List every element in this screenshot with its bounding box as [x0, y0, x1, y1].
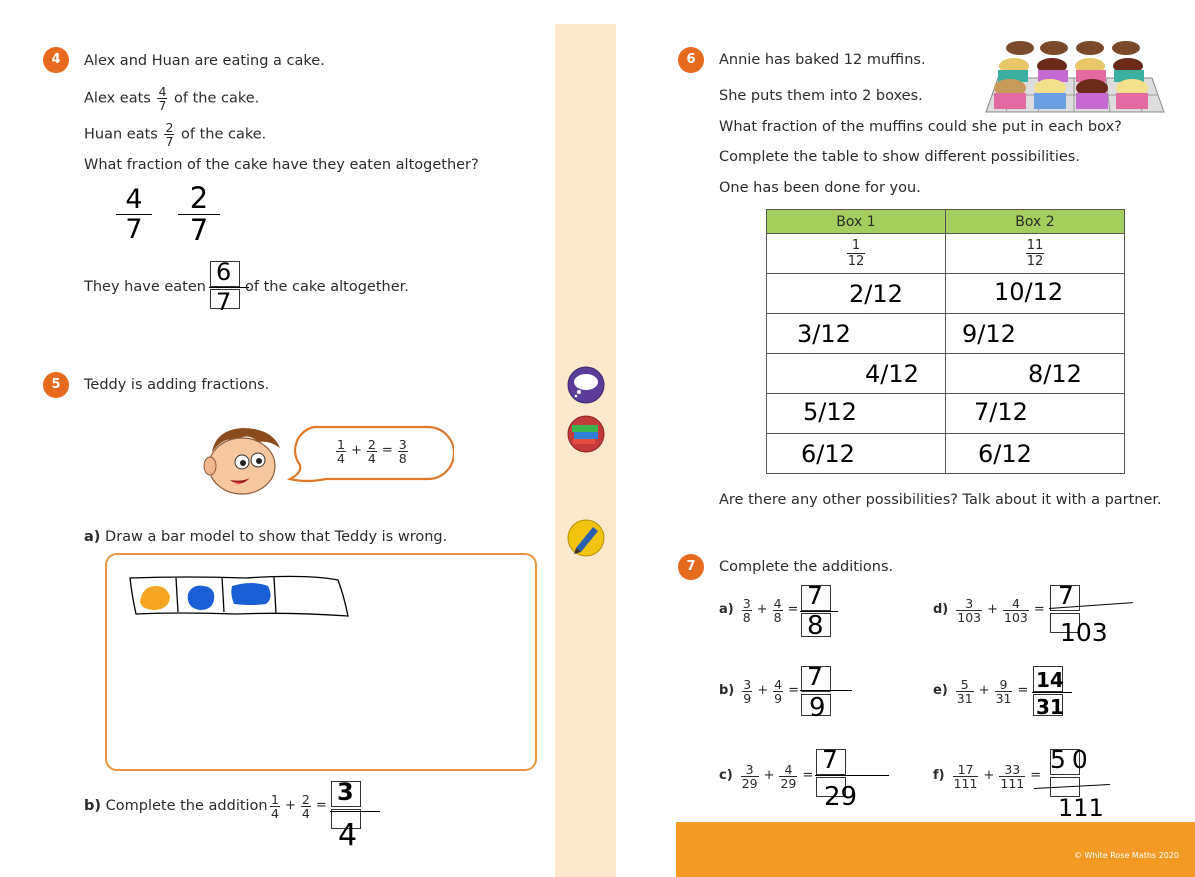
q7a-answer-numerator: 7: [807, 581, 823, 610]
hand-drawn-bar-model: [126, 572, 356, 618]
q4-huan-fraction: [164, 121, 174, 148]
handwritten-numerator: 4: [125, 184, 143, 215]
q7c-fraction-bar: [815, 775, 889, 776]
q7f-answer-numerator: 50: [1050, 745, 1094, 774]
fraction-denominator: 111: [1000, 775, 1025, 791]
plus-sign: +: [284, 798, 296, 813]
fraction-numerator: 3: [965, 595, 974, 611]
table-cell-input[interactable]: [767, 274, 946, 314]
fraction-numerator: 2: [165, 120, 174, 135]
q7a-label: a): [719, 602, 734, 617]
fraction-numerator: 3: [743, 676, 752, 692]
fraction-denominator: 8: [742, 609, 751, 625]
plus-sign: +: [756, 602, 768, 617]
fraction-denominator: 7: [165, 134, 174, 149]
q7b-equation: [719, 673, 802, 709]
fraction-denominator: 8: [398, 450, 407, 466]
table-header-box-1: Box 1: [767, 210, 946, 234]
fraction-denominator: 103: [957, 609, 982, 625]
fraction-numerator: 3: [742, 595, 751, 611]
table-cell-input[interactable]: [767, 314, 946, 354]
handwritten-answer: 6/12: [801, 440, 855, 468]
fraction-numerator: 4: [784, 761, 793, 777]
q7f-fraction-b: [999, 763, 1025, 790]
q5a-label: a): [84, 529, 101, 545]
q7d-fraction-b: [1003, 597, 1029, 624]
q7c-answer-numerator: 7: [822, 745, 838, 774]
q7b-fraction-a: [742, 678, 752, 705]
equals-sign: =: [1033, 602, 1045, 617]
question-number-7: 7: [678, 554, 704, 580]
q7d-fraction-a: [956, 597, 982, 624]
q7b-answer-denominator: 9: [809, 693, 826, 723]
q7c-fraction-a: [741, 763, 759, 790]
pencil-icon[interactable]: [566, 518, 606, 558]
plus-sign: +: [978, 683, 990, 698]
q4-alex-prefix: Alex eats: [84, 90, 151, 107]
fraction-numerator: 1: [271, 791, 279, 807]
q5-speech-equation: [334, 432, 410, 470]
q4-huan-line: [84, 121, 266, 148]
q4-huan-prefix: Huan eats: [84, 126, 158, 143]
table-cell-input[interactable]: [946, 394, 1125, 434]
equals-sign: =: [802, 768, 814, 783]
fraction-denominator: 9: [743, 690, 752, 706]
fraction-denominator: 103: [1004, 609, 1028, 625]
fraction-denominator: 29: [780, 775, 797, 791]
table-cell-input[interactable]: [946, 274, 1125, 314]
plus-sign: +: [350, 443, 362, 458]
handwritten-answer: 6/12: [978, 440, 1032, 468]
table-cell-input[interactable]: [946, 354, 1125, 394]
teddy-face-icon: [198, 422, 286, 498]
fraction-numerator: 1: [337, 436, 345, 452]
q7f-answer-denominator: 111: [1058, 794, 1104, 822]
table-row[interactable]: [767, 354, 1125, 394]
fraction-numerator: 3: [745, 761, 754, 777]
thought-bubble-icon[interactable]: [566, 365, 606, 405]
q4-alex-suffix: of the cake.: [174, 90, 260, 107]
handwritten-numerator: 2: [189, 181, 209, 215]
q5b-label: b): [84, 798, 102, 814]
fraction-numerator: 9: [999, 676, 1008, 692]
q5b-answer-denominator: 4: [338, 818, 358, 853]
q7b-answer-numerator: 7: [807, 662, 823, 691]
q7e-answer-denominator: 31: [1036, 695, 1064, 719]
q7e-fraction-a: [956, 678, 974, 705]
fraction-denominator: 7: [158, 98, 167, 113]
copyright-text: © White Rose Maths 2020: [1073, 851, 1179, 860]
q7a-fraction-a: [742, 597, 752, 624]
fraction-numerator: 5: [960, 676, 969, 692]
handwritten-answer: 4/12: [865, 360, 919, 388]
q7a-equation: [719, 592, 801, 628]
q4-question: What fraction of the cake have they eaten altogether?: [84, 157, 479, 173]
q6-line2: She puts them into 2 boxes.: [719, 88, 923, 104]
q4-alex-fraction: [157, 85, 167, 112]
fraction-numerator: 3: [398, 436, 407, 452]
table-row[interactable]: [767, 274, 1125, 314]
table-cell: [767, 234, 946, 274]
q7f-fraction-a: [953, 763, 979, 790]
muffin-tray-icon: [984, 38, 1166, 114]
equals-sign: =: [1017, 683, 1029, 698]
question-number-5: 5: [43, 372, 69, 398]
q4-answer-suffix: of the cake altogether.: [245, 279, 409, 295]
fraction-numerator: 2: [367, 436, 376, 452]
q5b-line: [84, 796, 268, 816]
q7e-label: e): [933, 683, 948, 698]
handwritten-denominator: 7: [189, 213, 209, 247]
plus-sign: +: [763, 768, 775, 783]
muffin-boxes-table: [766, 209, 1125, 474]
q4-working-fraction-b: [178, 181, 220, 247]
q7e-answer-numerator: 14: [1036, 668, 1064, 692]
fraction-denominator: 29: [741, 775, 758, 791]
table-header-box-2: Box 2: [946, 210, 1125, 234]
q7e-equation: [933, 673, 1031, 709]
fraction-numerator: 4: [774, 676, 783, 692]
q4-answer-numerator: 6: [216, 258, 232, 286]
handwritten-answer: 2/12: [849, 280, 903, 308]
q5b-answer-fraction-bar: [330, 811, 380, 812]
q6-followup: Are there any other possibilities? Talk about it with a partner.: [719, 492, 1162, 508]
handwritten-answer: 10/12: [994, 278, 1064, 306]
q4-intro: Alex and Huan are eating a cake.: [84, 53, 325, 69]
handwritten-answer: 9/12: [962, 320, 1016, 348]
table-row[interactable]: [767, 314, 1125, 354]
q4-working-fraction-a: [116, 186, 152, 243]
table-cell: [946, 234, 1125, 274]
handwritten-answer: 8/12: [1028, 360, 1082, 388]
q7d-answer-numerator: 7: [1058, 581, 1074, 610]
equals-sign: =: [788, 683, 799, 698]
fraction-denominator: 9: [774, 690, 783, 706]
table-cell-input[interactable]: [767, 354, 946, 394]
question-number-4: 4: [43, 47, 69, 73]
q5b-text: Complete the addition: [105, 798, 268, 814]
speech-fraction-b: [367, 438, 377, 465]
q7e-fraction-b: [995, 678, 1013, 705]
q5b-fraction-b: [301, 793, 311, 820]
fraction-numerator: 17: [957, 761, 974, 777]
q5b-fraction-a: [270, 793, 280, 820]
q7a-fraction-b: [773, 597, 783, 624]
equals-sign: =: [315, 798, 327, 813]
fraction-denominator: 12: [847, 254, 865, 269]
handwritten-denominator: 7: [125, 214, 143, 245]
table-row[interactable]: [767, 394, 1125, 434]
q6-line4: Complete the table to show different possibilities.: [719, 149, 1080, 165]
table-cell-input[interactable]: [767, 394, 946, 434]
q7b-fraction-b: [773, 678, 783, 705]
q7c-fraction-b: [779, 763, 797, 790]
q4-huan-suffix: of the cake.: [181, 126, 267, 143]
q7b-fraction-bar: [800, 690, 852, 691]
question-number-6: 6: [678, 47, 704, 73]
fraction-denominator: 4: [337, 450, 345, 466]
q5a-text: Draw a bar model to show that Teddy is wrong.: [105, 529, 448, 545]
q5a-line: [84, 527, 447, 547]
q7b-label: b): [719, 683, 735, 698]
q6-line1: Annie has baked 12 muffins.: [719, 52, 926, 68]
table-cell-input[interactable]: [946, 314, 1125, 354]
q7-intro: Complete the additions.: [719, 559, 894, 575]
fraction-denominator: 4: [301, 805, 310, 821]
example-fraction-box-1: [847, 238, 866, 269]
speech-fraction-result: [398, 438, 408, 465]
page-footer: [676, 822, 1195, 877]
fraction-denominator: 31: [956, 690, 973, 706]
plus-sign: +: [983, 768, 995, 783]
q7d-equation: [933, 592, 1048, 628]
example-fraction-box-2: [1026, 238, 1045, 269]
table-cell-input[interactable]: [767, 434, 946, 474]
equals-sign: =: [1030, 768, 1042, 783]
q6-line3: What fraction of the muffins could she put in each box?: [719, 119, 1122, 135]
q7c-label: c): [719, 768, 733, 783]
handwritten-answer: 7/12: [974, 398, 1028, 426]
fraction-numerator: 4: [158, 84, 167, 99]
handwritten-answer: 5/12: [803, 398, 857, 426]
plus-sign: +: [987, 602, 999, 617]
fraction-numerator: 11: [1026, 238, 1044, 253]
fraction-denominator: 12: [1026, 254, 1044, 269]
q4-answer-denominator: 7: [216, 288, 232, 316]
q7d-label: d): [933, 602, 949, 617]
fraction-numerator: 1: [851, 238, 861, 253]
equals-sign: =: [381, 443, 393, 458]
fraction-numerator: 4: [1011, 595, 1020, 611]
q5b-equation: [268, 789, 330, 823]
fraction-denominator: 8: [773, 609, 782, 625]
table-cell-input[interactable]: [946, 434, 1125, 474]
q4-alex-line: [84, 85, 259, 112]
plus-sign: +: [757, 683, 769, 698]
speech-fraction-a: [336, 438, 346, 465]
q7e-fraction-bar: [1032, 692, 1072, 693]
fraction-denominator: 31: [995, 690, 1012, 706]
q5-intro: Teddy is adding fractions.: [84, 377, 270, 393]
fraction-numerator: 33: [1004, 761, 1021, 777]
handwritten-answer: 3/12: [797, 320, 851, 348]
equals-sign: =: [787, 602, 799, 617]
q6-line5: One has been done for you.: [719, 180, 921, 196]
book-stack-icon[interactable]: [566, 414, 606, 454]
fraction-denominator: 4: [271, 805, 279, 821]
q7f-label: f): [933, 768, 945, 783]
q5b-answer-numerator: 3: [337, 778, 354, 806]
fraction-denominator: 111: [953, 775, 978, 791]
q7a-answer-denominator: 8: [807, 611, 824, 641]
fraction-numerator: 2: [301, 791, 310, 807]
fraction-numerator: 4: [773, 595, 782, 611]
q7c-answer-denominator: 29: [824, 782, 858, 812]
table-row-example: [767, 234, 1125, 274]
q7d-answer-denominator: 103: [1060, 618, 1108, 647]
q4-answer-prefix: They have eaten: [84, 279, 206, 295]
table-row[interactable]: [767, 434, 1125, 474]
fraction-denominator: 4: [367, 450, 376, 466]
q7f-equation: [933, 758, 1044, 794]
q7c-equation: [719, 758, 816, 794]
